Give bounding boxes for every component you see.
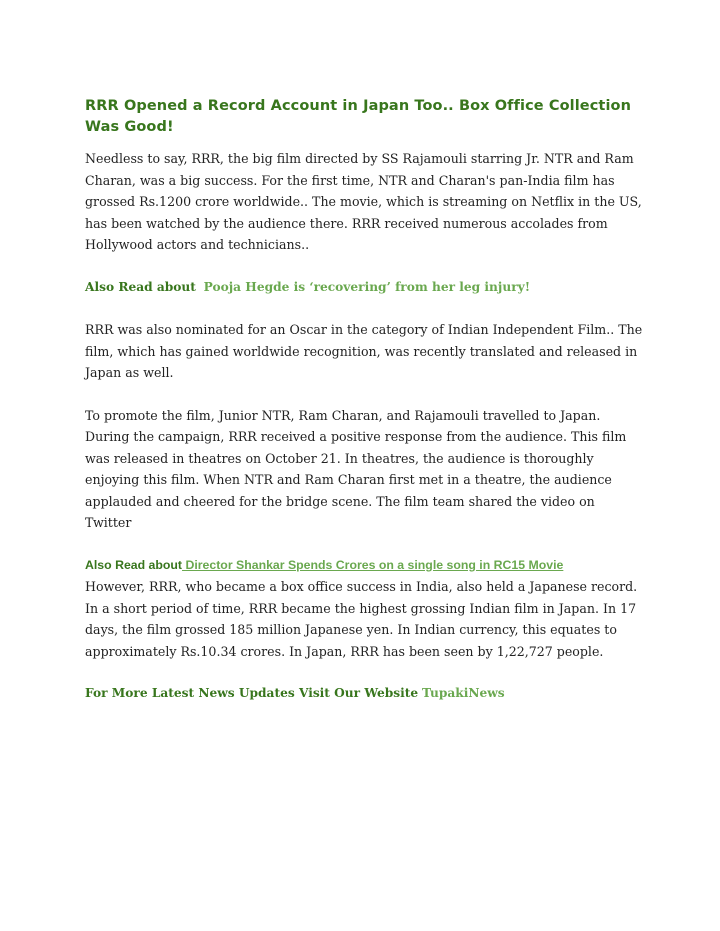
paragraph-promotion: To promote the film, Junior NTR, Ram Charan, and Rajamouli travelled to Japan. During the campaign, RRR received a positive response from the audience. This film was released in theatres on October 21. In theatres, the audience is thoroughly enjoying this film. When NTR and Ram Charan first met in a theatre, the audience applauded and cheered for the bridge scene. The film team shared the video on Twitter bbox=[85, 407, 627, 530]
article-title: RRR Opened a Record Account in Japan Too.. Box Office Collection Was Good! bbox=[85, 98, 632, 135]
paragraph-japan-record: However, RRR, who became a box office success in India, also held a Japanese record. In a short period of time, RRR became the highest grossing Indian film in Japan. In 17 days, the film grossed 185 million Japanese yen. In Indian currency, this equates to approximately Rs.10.34 crores. In Japan, RRR has been seen by 1,22,727 people. bbox=[85, 579, 638, 659]
spacer bbox=[85, 256, 645, 277]
also-read-link-director-shankar[interactable]: Director Shankar Spends Crores on a single song in RC15 Movie bbox=[182, 557, 564, 572]
paragraph-intro: Needless to say, RRR, the big film directed by SS Rajamouli starring Jr. NTR and Ram Charan, was a big success. For the first time, NTR and Charan's pan-India film has grossed Rs.1200 crore worldwide.. The movie, which is streaming on Netflix in the US, has been watched by the audience there. RRR received numerous accolades from Hollywood actors and technicians.. bbox=[85, 151, 642, 252]
article bbox=[85, 96, 645, 705]
also-read-link-pooja-hegde[interactable]: Pooja Hegde is ‘recovering’ from her leg injury! bbox=[203, 279, 531, 294]
spacer bbox=[85, 662, 645, 683]
also-read-pooja-hegde bbox=[85, 277, 645, 299]
spacer bbox=[85, 298, 645, 319]
spacer bbox=[85, 534, 645, 555]
paragraph-oscar: RRR was also nominated for an Oscar in the category of Indian Independent Film.. The film, which has gained worldwide recognition, was recently translated and released in Japan as well. bbox=[85, 322, 643, 380]
footer-label: For More Latest News Updates Visit Our Website bbox=[85, 686, 419, 700]
also-read-label: Also Read about bbox=[85, 279, 196, 294]
also-read-director-shankar bbox=[85, 555, 645, 577]
website-link-tupakinews[interactable]: TupakiNews bbox=[422, 686, 505, 700]
footer-cta bbox=[85, 683, 645, 705]
spacer bbox=[85, 384, 645, 405]
also-read-label: Also Read about bbox=[85, 557, 183, 572]
